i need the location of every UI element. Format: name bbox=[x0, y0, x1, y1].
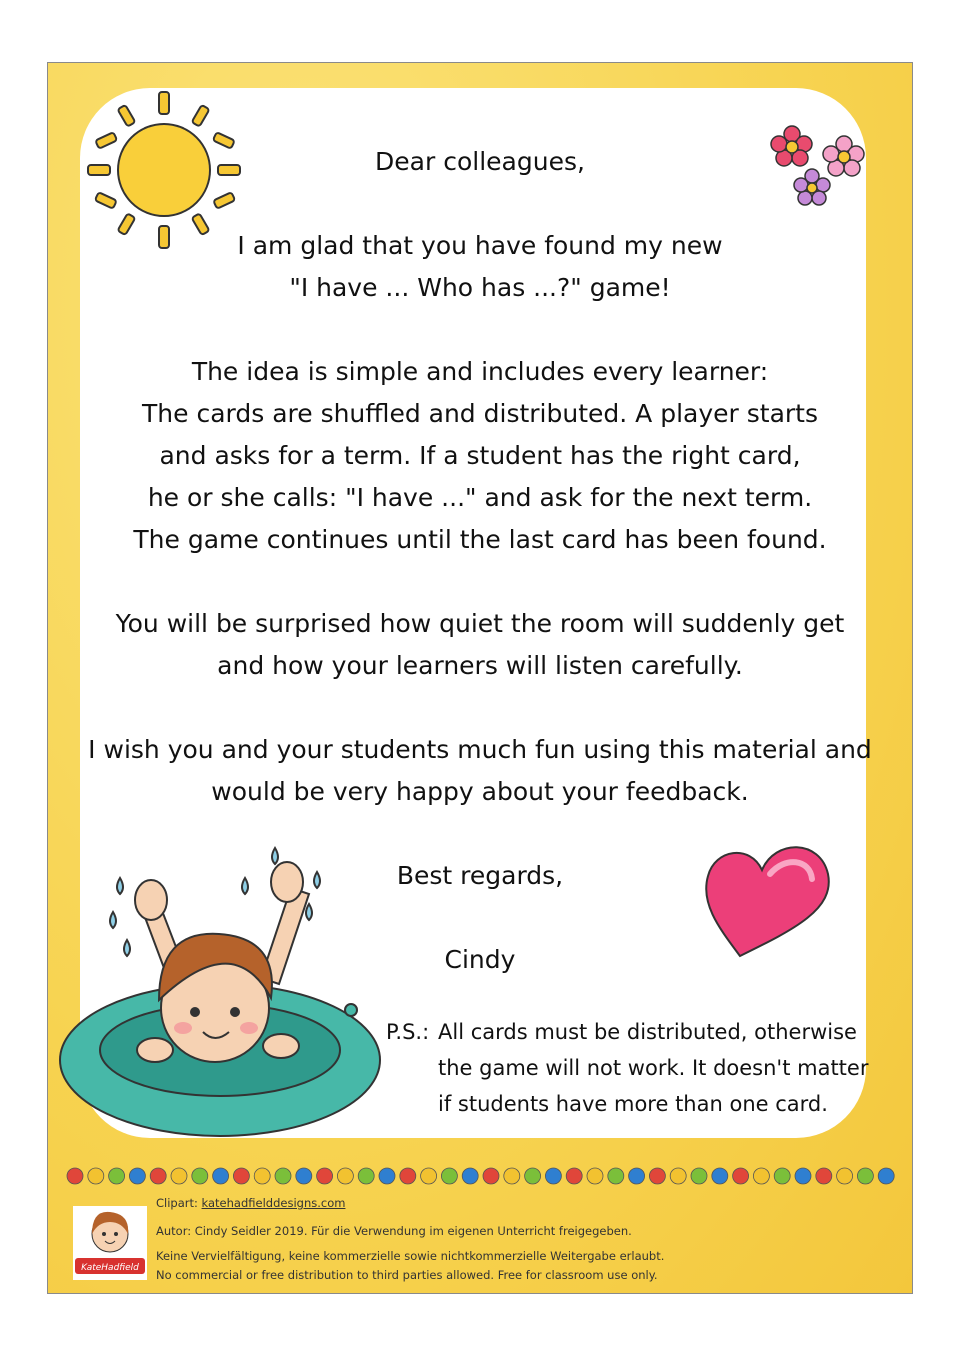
border-dot bbox=[400, 1168, 416, 1184]
border-dot bbox=[358, 1168, 374, 1184]
greeting: Dear colleagues, bbox=[375, 147, 585, 176]
border-dot bbox=[337, 1168, 353, 1184]
footer-clipart bbox=[156, 1196, 345, 1210]
para3-line: and how your learners will listen carefully. bbox=[217, 651, 743, 680]
border-dot bbox=[317, 1168, 333, 1184]
border-dot bbox=[233, 1168, 249, 1184]
border-dot bbox=[691, 1168, 707, 1184]
border-dot bbox=[462, 1168, 478, 1184]
border-dot bbox=[129, 1168, 145, 1184]
border-dot bbox=[629, 1168, 645, 1184]
para4-line: would be very happy about your feedback. bbox=[211, 777, 749, 806]
border-dot bbox=[837, 1168, 853, 1184]
para1-line: "I have ... Who has ...?" game! bbox=[289, 273, 671, 302]
border-dot bbox=[213, 1168, 229, 1184]
closing: Best regards, bbox=[396, 861, 564, 890]
dots-border bbox=[66, 1166, 896, 1186]
border-dot bbox=[192, 1168, 208, 1184]
border-dot bbox=[545, 1168, 561, 1184]
border-dot bbox=[795, 1168, 811, 1184]
border-dot bbox=[566, 1168, 582, 1184]
border-dot bbox=[441, 1168, 457, 1184]
ps-line: the game will not work. It doesn't matter bbox=[438, 1056, 869, 1080]
border-dot bbox=[525, 1168, 541, 1184]
border-dot bbox=[753, 1168, 769, 1184]
svg-text:KateHadfield: KateHadfield bbox=[81, 1263, 139, 1273]
footer-license-en: No commercial or free distribution to third parties allowed. Free for classroom use only. bbox=[156, 1268, 658, 1282]
border-dot bbox=[171, 1168, 187, 1184]
para2-line: The game continues until the last card has been found. bbox=[133, 525, 827, 554]
border-dot bbox=[587, 1168, 603, 1184]
para2-line: The cards are shuffled and distributed. A player starts bbox=[142, 399, 818, 428]
border-dot bbox=[712, 1168, 728, 1184]
letter-body bbox=[80, 88, 880, 981]
border-dot bbox=[67, 1168, 83, 1184]
border-dot bbox=[649, 1168, 665, 1184]
ps-line: All cards must be distributed, otherwise bbox=[438, 1020, 857, 1044]
footer-author: Autor: Cindy Seidler 2019. Für die Verwendung im eigenen Unterricht freigegeben. bbox=[156, 1224, 632, 1238]
border-dot bbox=[88, 1168, 104, 1184]
signature: Cindy bbox=[444, 945, 516, 974]
border-dot bbox=[608, 1168, 624, 1184]
logo-icon bbox=[73, 1206, 147, 1280]
para3-line: You will be surprised how quiet the room will suddenly get bbox=[115, 609, 845, 638]
para2-line: and asks for a term. If a student has the right card, bbox=[159, 441, 801, 470]
border-dot bbox=[504, 1168, 520, 1184]
border-dot bbox=[670, 1168, 686, 1184]
para1-line: I am glad that you have found my new bbox=[237, 231, 723, 260]
border-dot bbox=[254, 1168, 270, 1184]
border-dot bbox=[878, 1168, 894, 1184]
para4-line: I wish you and your students much fun using this material and bbox=[88, 735, 872, 764]
border-dot bbox=[150, 1168, 166, 1184]
footer-license-de: Keine Vervielfältigung, keine kommerzielle sowie nichtkommerzielle Weitergabe erlaubt. bbox=[156, 1249, 665, 1263]
border-dot bbox=[275, 1168, 291, 1184]
border-dot bbox=[733, 1168, 749, 1184]
clipart-label: Clipart: bbox=[156, 1196, 202, 1210]
ps-line: if students have more than one card. bbox=[438, 1092, 828, 1116]
border-dot bbox=[109, 1168, 125, 1184]
clipart-link[interactable]: katehadfielddesigns.com bbox=[201, 1196, 346, 1210]
ps-label: P.S.: bbox=[386, 1020, 430, 1044]
para2-line: he or she calls: "I have ..." and ask for the next term. bbox=[147, 483, 813, 512]
border-dot bbox=[774, 1168, 790, 1184]
border-dot bbox=[296, 1168, 312, 1184]
border-dot bbox=[421, 1168, 437, 1184]
border-dot bbox=[379, 1168, 395, 1184]
border-dot bbox=[483, 1168, 499, 1184]
border-dot bbox=[857, 1168, 873, 1184]
border-dot bbox=[816, 1168, 832, 1184]
para2-line: The idea is simple and includes every learner: bbox=[191, 357, 769, 386]
